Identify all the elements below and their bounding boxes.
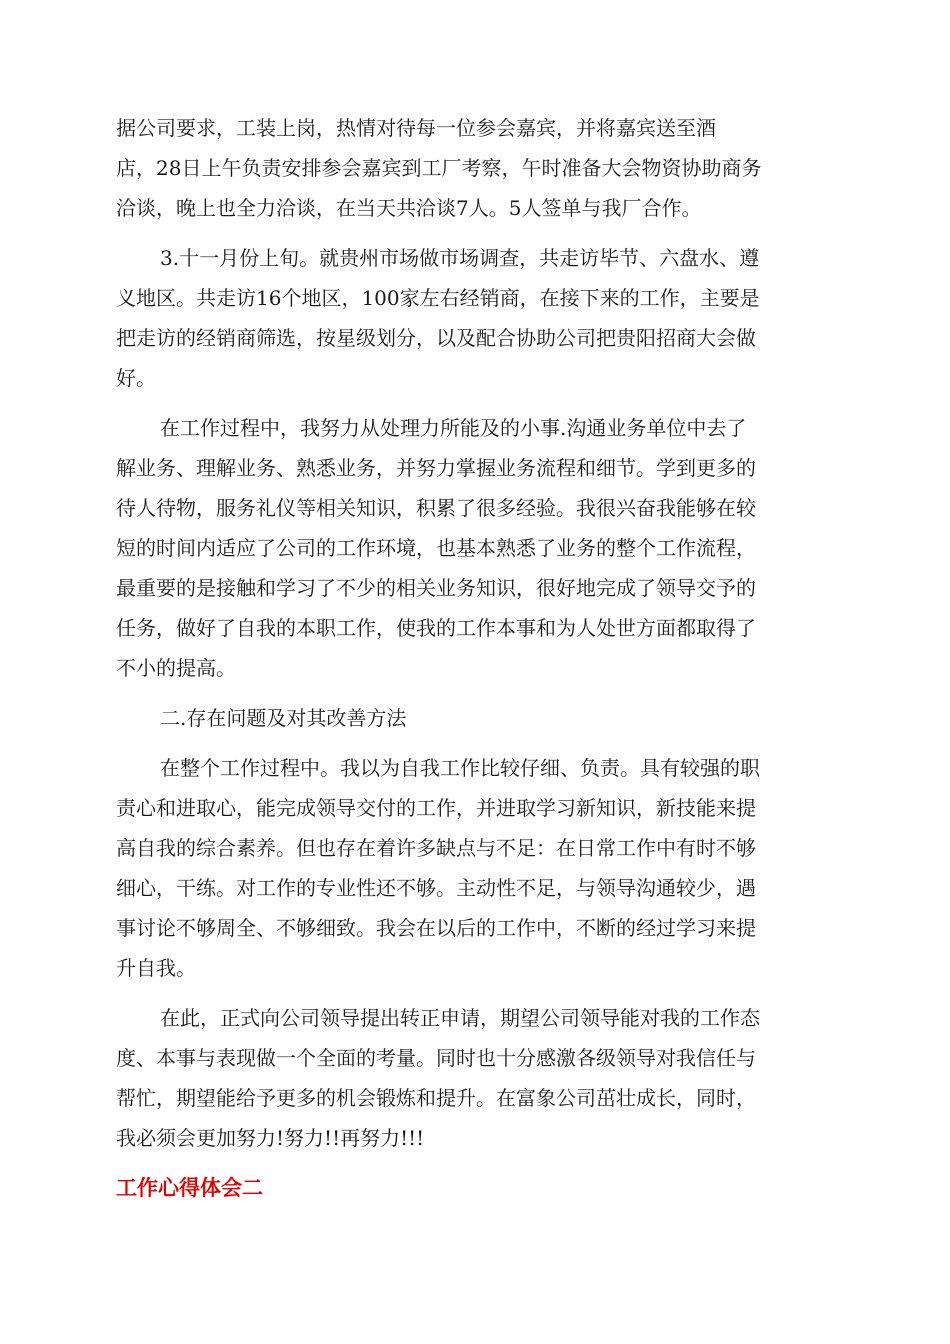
- text-line: 度、本事与表现做一个全面的考量。同时也十分感激各级领导对我信任与: [116, 1046, 756, 1070]
- text-line: 待人待物，服务礼仪等相关知识，积累了很多经验。我很兴奋我能够在较: [116, 496, 756, 520]
- text-line: 高自我的综合素养。但也存在着许多缺点与不足：在日常工作中有时不够: [116, 836, 756, 860]
- text-line: 不小的提高。: [116, 656, 236, 680]
- text-line: 责心和进取心，能完成领导交付的工作，并进取学习新知识，新技能来提: [116, 796, 756, 820]
- subheading-text: 二.存在问题及对其改善方法: [160, 706, 407, 730]
- subheading-problems: [116, 698, 836, 738]
- text-line: 在工作过程中，我努力从处理力所能及的小事.沟通业务单位中去了: [160, 416, 747, 440]
- paragraph-continuation: [116, 108, 836, 228]
- text-line: 解业务、理解业务、熟悉业务，并努力掌握业务流程和细节。学到更多的: [116, 456, 756, 480]
- text-line: 义地区。共走访16个地区，100家左右经销商，在接下来的工作，主要是: [116, 286, 760, 310]
- paragraph-application: [116, 998, 836, 1158]
- paragraph-problems: [116, 748, 836, 988]
- paragraph-work-process: [116, 408, 836, 688]
- text-line: 我必须会更加努力!努力!!再努力!!!: [116, 1126, 425, 1150]
- text-line: 店，28日上午负责安排参会嘉宾到工厂考察，午时准备大会物资协助商务: [116, 156, 762, 180]
- text-line: 升自我。: [116, 956, 196, 980]
- text-line: 细心，干练。对工作的专业性还不够。主动性不足，与领导沟通较少，遇: [116, 876, 756, 900]
- text-line: 好。: [116, 366, 156, 390]
- text-line: 洽谈，晚上也全力洽谈，在当天共洽谈7人。5人签单与我厂合作。: [116, 196, 702, 220]
- text-line: 任务，做好了自我的本职工作，使我的工作本事和为人处世方面都取得了: [116, 616, 756, 640]
- section-heading: 工作心得体会二: [116, 1176, 263, 1200]
- text-line: 在此，正式向公司领导提出转正申请，期望公司领导能对我的工作态: [160, 1006, 760, 1030]
- text-line: 在整个工作过程中。我以为自我工作比较仔细、负责。具有较强的职: [160, 756, 760, 780]
- text-line: 事讨论不够周全、不够细致。我会在以后的工作中，不断的经过学习来提: [116, 916, 756, 940]
- text-line: 据公司要求，工装上岗，热情对待每一位参会嘉宾，并将嘉宾送至酒: [116, 116, 716, 140]
- text-line: 帮忙，期望能给予更多的机会锻炼和提升。在富象公司茁壮成长，同时，: [116, 1086, 756, 1110]
- text-line: 3.十一月份上旬。就贵州市场做市场调查，共走访毕节、六盘水、遵: [160, 246, 760, 270]
- text-line: 最重要的是接触和学习了不少的相关业务知识，很好地完成了领导交予的: [116, 576, 756, 600]
- text-line: 短的时间内适应了公司的工作环境，也基本熟悉了业务的整个工作流程，: [116, 536, 756, 560]
- text-line: 把走访的经销商筛选，按星级划分，以及配合协助公司把贵阳招商大会做: [116, 326, 756, 350]
- document-page: [116, 108, 836, 1208]
- paragraph-item-3: [116, 238, 836, 398]
